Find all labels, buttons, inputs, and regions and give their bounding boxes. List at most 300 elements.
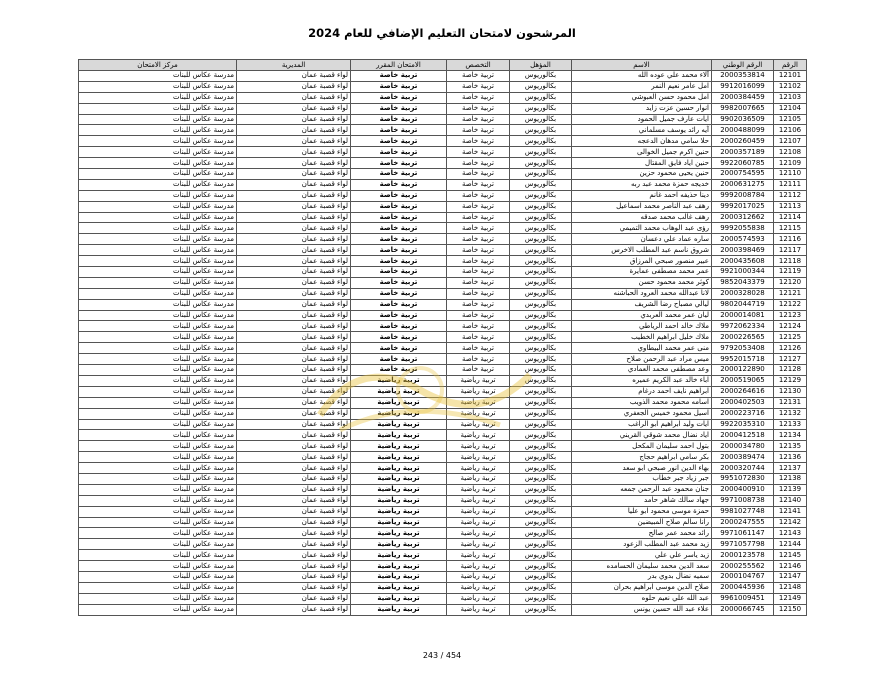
row-qualification: بكالوريوس: [510, 571, 572, 582]
row-center: مدرسة عكاس للبنات: [79, 256, 237, 267]
row-national-id: 2000122890: [712, 365, 774, 376]
row-specialization: تربية خاصة: [447, 147, 510, 158]
table-header-row: [79, 60, 807, 71]
row-exam: تربية رياضية: [351, 452, 447, 463]
row-national-id: 9902036509: [712, 114, 774, 125]
table-row: [79, 125, 807, 136]
row-seq: 12132: [774, 408, 807, 419]
row-national-id: 2000435608: [712, 256, 774, 267]
row-center: مدرسة عكاس للبنات: [79, 81, 237, 92]
table-row: [79, 463, 807, 474]
row-national-id: 2000223716: [712, 408, 774, 419]
header-name: الاسم: [572, 60, 712, 71]
row-name: جنان محمود عبد الرحمن جمعه: [572, 484, 712, 495]
row-seq: 12142: [774, 517, 807, 528]
row-center: مدرسة عكاس للبنات: [79, 125, 237, 136]
row-center: مدرسة عكاس للبنات: [79, 593, 237, 604]
row-directorate: لواء قصبة عمان: [237, 332, 351, 343]
row-national-id: 2000519065: [712, 375, 774, 386]
row-qualification: بكالوريوس: [510, 125, 572, 136]
row-national-id: 2000402503: [712, 397, 774, 408]
row-seq: 12117: [774, 245, 807, 256]
row-seq: 12143: [774, 528, 807, 539]
row-national-id: 9981027748: [712, 506, 774, 517]
table-row: [79, 212, 807, 223]
row-seq: 12110: [774, 169, 807, 180]
row-directorate: لواء قصبة عمان: [237, 169, 351, 180]
row-national-id: 9922060785: [712, 158, 774, 169]
row-name: حنين اكرم جميل الخوالى: [572, 147, 712, 158]
row-specialization: تربية رياضية: [447, 463, 510, 474]
row-exam: تربية رياضية: [351, 484, 447, 495]
row-center: مدرسة عكاس للبنات: [79, 158, 237, 169]
row-national-id: 2000264616: [712, 386, 774, 397]
row-specialization: تربية خاصة: [447, 365, 510, 376]
table-row: [79, 169, 807, 180]
row-center: مدرسة عكاس للبنات: [79, 103, 237, 114]
row-specialization: تربية خاصة: [447, 321, 510, 332]
row-specialization: تربية خاصة: [447, 288, 510, 299]
row-name: زيد ياسر علي علي: [572, 550, 712, 561]
table-row: [79, 332, 807, 343]
row-directorate: لواء قصبة عمان: [237, 473, 351, 484]
row-specialization: تربية خاصة: [447, 201, 510, 212]
row-seq: 12119: [774, 267, 807, 278]
row-center: مدرسة عكاس للبنات: [79, 582, 237, 593]
row-exam: تربية رياضية: [351, 473, 447, 484]
table-row: [79, 430, 807, 441]
row-exam: تربية خاصة: [351, 223, 447, 234]
row-seq: 12140: [774, 495, 807, 506]
row-name: حمزة موسى محمود ابو عليا: [572, 506, 712, 517]
row-name: آلاء محمد علي عوده الله: [572, 71, 712, 82]
row-directorate: لواء قصبة عمان: [237, 561, 351, 572]
row-name: امل محمود حسن العبوشي: [572, 92, 712, 103]
row-specialization: تربية خاصة: [447, 212, 510, 223]
row-specialization: تربية خاصة: [447, 343, 510, 354]
row-specialization: تربية رياضية: [447, 506, 510, 517]
row-qualification: بكالوريوس: [510, 147, 572, 158]
row-seq: 12136: [774, 452, 807, 463]
table-row: [79, 550, 807, 561]
row-seq: 12112: [774, 190, 807, 201]
row-qualification: بكالوريوس: [510, 299, 572, 310]
row-directorate: لواء قصبة عمان: [237, 277, 351, 288]
table-row: [79, 81, 807, 92]
table-body: [79, 71, 807, 616]
row-qualification: بكالوريوس: [510, 452, 572, 463]
table-row: [79, 604, 807, 615]
row-specialization: تربية خاصة: [447, 169, 510, 180]
row-qualification: بكالوريوس: [510, 136, 572, 147]
row-national-id: 2000247555: [712, 517, 774, 528]
row-name: زيد محمد عبد المطلب الزعود: [572, 539, 712, 550]
row-exam: تربية خاصة: [351, 354, 447, 365]
row-seq: 12125: [774, 332, 807, 343]
row-qualification: بكالوريوس: [510, 408, 572, 419]
row-specialization: تربية رياضية: [447, 604, 510, 615]
row-qualification: بكالوريوس: [510, 528, 572, 539]
row-seq: 12107: [774, 136, 807, 147]
row-seq: 12146: [774, 561, 807, 572]
row-center: مدرسة عكاس للبنات: [79, 419, 237, 430]
row-qualification: بكالوريوس: [510, 463, 572, 474]
row-directorate: لواء قصبة عمان: [237, 310, 351, 321]
row-qualification: بكالوريوس: [510, 288, 572, 299]
table-row: [79, 375, 807, 386]
row-name: انوار حسين عزت زايد: [572, 103, 712, 114]
row-exam: تربية خاصة: [351, 190, 447, 201]
row-directorate: لواء قصبة عمان: [237, 114, 351, 125]
row-specialization: تربية خاصة: [447, 277, 510, 288]
row-name: ساره عماد علي دعسان: [572, 234, 712, 245]
row-exam: تربية رياضية: [351, 582, 447, 593]
row-seq: 12128: [774, 365, 807, 376]
row-exam: تربية رياضية: [351, 506, 447, 517]
row-center: مدرسة عكاس للبنات: [79, 223, 237, 234]
row-qualification: بكالوريوس: [510, 593, 572, 604]
row-seq: 12114: [774, 212, 807, 223]
row-qualification: بكالوريوس: [510, 484, 572, 495]
row-specialization: تربية رياضية: [447, 452, 510, 463]
row-national-id: 9951072830: [712, 473, 774, 484]
row-specialization: تربية خاصة: [447, 310, 510, 321]
row-national-id: 2000104767: [712, 571, 774, 582]
row-directorate: لواء قصبة عمان: [237, 430, 351, 441]
row-national-id: 2000412518: [712, 430, 774, 441]
row-specialization: تربية خاصة: [447, 125, 510, 136]
row-national-id: 2000574593: [712, 234, 774, 245]
row-directorate: لواء قصبة عمان: [237, 81, 351, 92]
row-center: مدرسة عكاس للبنات: [79, 506, 237, 517]
row-seq: 12111: [774, 179, 807, 190]
row-seq: 12122: [774, 299, 807, 310]
row-national-id: 2000312662: [712, 212, 774, 223]
row-specialization: تربية خاصة: [447, 103, 510, 114]
table-row: [79, 354, 807, 365]
row-center: مدرسة عكاس للبنات: [79, 463, 237, 474]
row-center: مدرسة عكاس للبنات: [79, 539, 237, 550]
header-national-id: الرقم الوطني: [712, 60, 774, 71]
row-exam: تربية خاصة: [351, 299, 447, 310]
row-qualification: بكالوريوس: [510, 561, 572, 572]
row-specialization: تربية خاصة: [447, 223, 510, 234]
row-specialization: تربية خاصة: [447, 158, 510, 169]
row-center: مدرسة عكاس للبنات: [79, 234, 237, 245]
header-center: مركز الامتحان: [79, 60, 237, 71]
row-name: عمر محمد مصطفى عمايرة: [572, 267, 712, 278]
row-directorate: لواء قصبة عمان: [237, 397, 351, 408]
row-national-id: 2000123578: [712, 550, 774, 561]
row-qualification: بكالوريوس: [510, 473, 572, 484]
row-name: رائد محمد عمر صالح: [572, 528, 712, 539]
row-name: رؤى عبد الوهاب محمد التميمي: [572, 223, 712, 234]
row-exam: تربية خاصة: [351, 71, 447, 82]
row-national-id: 2000066745: [712, 604, 774, 615]
row-national-id: 9952015718: [712, 354, 774, 365]
row-center: مدرسة عكاس للبنات: [79, 495, 237, 506]
table-row: [79, 408, 807, 419]
row-name: سميه نضال بدوي بدر: [572, 571, 712, 582]
row-seq: 12148: [774, 582, 807, 593]
row-qualification: بكالوريوس: [510, 223, 572, 234]
row-directorate: لواء قصبة عمان: [237, 517, 351, 528]
table-row: [79, 310, 807, 321]
row-qualification: بكالوريوس: [510, 495, 572, 506]
row-qualification: بكالوريوس: [510, 92, 572, 103]
row-exam: تربية خاصة: [351, 179, 447, 190]
row-seq: 12150: [774, 604, 807, 615]
row-directorate: لواء قصبة عمان: [237, 550, 351, 561]
row-name: حنين يحيى محمود حزين: [572, 169, 712, 180]
row-directorate: لواء قصبة عمان: [237, 234, 351, 245]
row-specialization: تربية خاصة: [447, 81, 510, 92]
row-qualification: بكالوريوس: [510, 245, 572, 256]
row-national-id: 9961009451: [712, 593, 774, 604]
row-exam: تربية خاصة: [351, 245, 447, 256]
header-seq: الرقم: [774, 60, 807, 71]
row-exam: تربية خاصة: [351, 169, 447, 180]
table-row: [79, 473, 807, 484]
row-national-id: 9802044719: [712, 299, 774, 310]
row-center: مدرسة عكاس للبنات: [79, 277, 237, 288]
row-exam: تربية خاصة: [351, 343, 447, 354]
row-specialization: تربية رياضية: [447, 539, 510, 550]
row-seq: 12120: [774, 277, 807, 288]
row-name: امل عامر نعيم النمر: [572, 81, 712, 92]
table-row: [79, 593, 807, 604]
row-exam: تربية خاصة: [351, 81, 447, 92]
row-exam: تربية خاصة: [351, 92, 447, 103]
row-center: مدرسة عكاس للبنات: [79, 441, 237, 452]
row-exam: تربية خاصة: [351, 277, 447, 288]
row-national-id: 9852043379: [712, 277, 774, 288]
row-specialization: تربية خاصة: [447, 234, 510, 245]
row-qualification: بكالوريوس: [510, 81, 572, 92]
row-seq: 12127: [774, 354, 807, 365]
row-center: مدرسة عكاس للبنات: [79, 179, 237, 190]
row-national-id: 9792053408: [712, 343, 774, 354]
row-exam: تربية خاصة: [351, 332, 447, 343]
row-name: شروق ناسم عبد المطلب الاخرس: [572, 245, 712, 256]
row-national-id: 9922035310: [712, 419, 774, 430]
table-row: [79, 419, 807, 430]
row-specialization: تربية خاصة: [447, 92, 510, 103]
row-national-id: 2000754595: [712, 169, 774, 180]
row-directorate: لواء قصبة عمان: [237, 299, 351, 310]
row-seq: 12130: [774, 386, 807, 397]
row-national-id: 2000328028: [712, 288, 774, 299]
row-name: وعد مصطفى محمد العمادي: [572, 365, 712, 376]
row-directorate: لواء قصبة عمان: [237, 604, 351, 615]
row-center: مدرسة عكاس للبنات: [79, 430, 237, 441]
row-name: عبير منصور صبحي المرزاق: [572, 256, 712, 267]
row-directorate: لواء قصبة عمان: [237, 223, 351, 234]
row-qualification: بكالوريوس: [510, 375, 572, 386]
row-center: مدرسة عكاس للبنات: [79, 169, 237, 180]
row-directorate: لواء قصبة عمان: [237, 484, 351, 495]
row-specialization: تربية خاصة: [447, 114, 510, 125]
row-exam: تربية رياضية: [351, 528, 447, 539]
row-exam: تربية رياضية: [351, 441, 447, 452]
table-row: [79, 495, 807, 506]
row-name: منى عمر محمد البيطاوي: [572, 343, 712, 354]
table-row: [79, 92, 807, 103]
row-qualification: بكالوريوس: [510, 114, 572, 125]
row-national-id: 9972062334: [712, 321, 774, 332]
row-name: جبر زياد جبر خطاب: [572, 473, 712, 484]
table-row: [79, 299, 807, 310]
row-name: لانا عبدالله محمد العرود الحباشنه: [572, 288, 712, 299]
row-seq: 12105: [774, 114, 807, 125]
row-directorate: لواء قصبة عمان: [237, 256, 351, 267]
table-row: [79, 256, 807, 267]
row-center: مدرسة عكاس للبنات: [79, 212, 237, 223]
row-directorate: لواء قصبة عمان: [237, 71, 351, 82]
row-qualification: بكالوريوس: [510, 517, 572, 528]
row-specialization: تربية رياضية: [447, 430, 510, 441]
row-national-id: 2000631275: [712, 179, 774, 190]
row-qualification: بكالوريوس: [510, 321, 572, 332]
row-center: مدرسة عكاس للبنات: [79, 201, 237, 212]
row-national-id: 2000034780: [712, 441, 774, 452]
row-specialization: تربية خاصة: [447, 332, 510, 343]
table-row: [79, 582, 807, 593]
row-specialization: تربية خاصة: [447, 245, 510, 256]
header-qualification: المؤهل: [510, 60, 572, 71]
row-qualification: بكالوريوس: [510, 103, 572, 114]
row-directorate: لواء قصبة عمان: [237, 103, 351, 114]
row-name: اياد نضال محمد شوقي القريني: [572, 430, 712, 441]
row-name: كوثر محمد محمود حسن: [572, 277, 712, 288]
row-national-id: 2000014081: [712, 310, 774, 321]
row-exam: تربية رياضية: [351, 397, 447, 408]
table-row: [79, 484, 807, 495]
row-center: مدرسة عكاس للبنات: [79, 452, 237, 463]
row-directorate: لواء قصبة عمان: [237, 408, 351, 419]
row-exam: تربية رياضية: [351, 430, 447, 441]
row-specialization: تربية خاصة: [447, 71, 510, 82]
row-qualification: بكالوريوس: [510, 397, 572, 408]
row-exam: تربية رياضية: [351, 593, 447, 604]
row-seq: 12134: [774, 430, 807, 441]
row-center: مدرسة عكاس للبنات: [79, 332, 237, 343]
row-exam: تربية خاصة: [351, 267, 447, 278]
row-name: بهاء الدين انور صبحي ابو سعد: [572, 463, 712, 474]
row-national-id: 2000384459: [712, 92, 774, 103]
row-exam: تربية خاصة: [351, 158, 447, 169]
header-exam: الامتحان المقرر: [351, 60, 447, 71]
row-directorate: لواء قصبة عمان: [237, 179, 351, 190]
row-seq: 12149: [774, 593, 807, 604]
row-exam: تربية خاصة: [351, 365, 447, 376]
row-directorate: لواء قصبة عمان: [237, 463, 351, 474]
row-name: ابراهيم نايف احمد درغام: [572, 386, 712, 397]
row-specialization: تربية خاصة: [447, 299, 510, 310]
table-row: [79, 365, 807, 376]
table-row: [79, 201, 807, 212]
page-number: 243 / 454: [422, 651, 462, 660]
row-exam: تربية خاصة: [351, 147, 447, 158]
row-qualification: بكالوريوس: [510, 256, 572, 267]
table-row: [79, 158, 807, 169]
table-row: [79, 539, 807, 550]
row-qualification: بكالوريوس: [510, 365, 572, 376]
table-row: [79, 136, 807, 147]
table-row: [79, 190, 807, 201]
row-seq: 12137: [774, 463, 807, 474]
row-directorate: لواء قصبة عمان: [237, 245, 351, 256]
row-name: جهاد سالك شاهر حامد: [572, 495, 712, 506]
row-center: مدرسة عكاس للبنات: [79, 71, 237, 82]
row-center: مدرسة عكاس للبنات: [79, 288, 237, 299]
row-seq: 12124: [774, 321, 807, 332]
table-row: [79, 441, 807, 452]
row-national-id: 2000320744: [712, 463, 774, 474]
row-seq: 12139: [774, 484, 807, 495]
row-exam: تربية رياضية: [351, 539, 447, 550]
row-specialization: تربية رياضية: [447, 441, 510, 452]
table-row: [79, 397, 807, 408]
row-seq: 12109: [774, 158, 807, 169]
row-specialization: تربية رياضية: [447, 550, 510, 561]
row-center: مدرسة عكاس للبنات: [79, 408, 237, 419]
row-center: مدرسة عكاس للبنات: [79, 397, 237, 408]
row-name: حنين اياد فايق المقتال: [572, 158, 712, 169]
row-name: حلا سامي مدهان الدعجه: [572, 136, 712, 147]
row-name: خديجه حمزة محمد عبد ربه: [572, 179, 712, 190]
row-qualification: بكالوريوس: [510, 419, 572, 430]
row-exam: تربية رياضية: [351, 571, 447, 582]
row-specialization: تربية خاصة: [447, 267, 510, 278]
row-national-id: 9971008738: [712, 495, 774, 506]
row-name: بكر سامي ابراهيم حجاج: [572, 452, 712, 463]
row-qualification: بكالوريوس: [510, 539, 572, 550]
row-name: بتول احمد سليمان المكحل: [572, 441, 712, 452]
table-row: [79, 386, 807, 397]
row-seq: 12108: [774, 147, 807, 158]
row-center: مدرسة عكاس للبنات: [79, 528, 237, 539]
row-directorate: لواء قصبة عمان: [237, 441, 351, 452]
row-name: اسامه محمود محمد الذويب: [572, 397, 712, 408]
row-exam: تربية خاصة: [351, 321, 447, 332]
row-center: مدرسة عكاس للبنات: [79, 473, 237, 484]
row-seq: 12141: [774, 506, 807, 517]
row-qualification: بكالوريوس: [510, 201, 572, 212]
row-national-id: 2000255562: [712, 561, 774, 572]
row-specialization: تربية رياضية: [447, 375, 510, 386]
row-name: ملاك خليل ابراهيم الخطيب: [572, 332, 712, 343]
table-row: [79, 147, 807, 158]
row-directorate: لواء قصبة عمان: [237, 495, 351, 506]
row-specialization: تربية رياضية: [447, 495, 510, 506]
row-name: سعد الدين محمد سليمان الحسامده: [572, 561, 712, 572]
row-qualification: بكالوريوس: [510, 354, 572, 365]
row-center: مدرسة عكاس للبنات: [79, 354, 237, 365]
row-specialization: تربية خاصة: [447, 256, 510, 267]
row-specialization: تربية رياضية: [447, 386, 510, 397]
row-national-id: 9971057798: [712, 539, 774, 550]
row-seq: 12121: [774, 288, 807, 299]
row-national-id: 2000260459: [712, 136, 774, 147]
row-directorate: لواء قصبة عمان: [237, 419, 351, 430]
row-seq: 12103: [774, 92, 807, 103]
row-center: مدرسة عكاس للبنات: [79, 114, 237, 125]
row-center: مدرسة عكاس للبنات: [79, 365, 237, 376]
row-seq: 12101: [774, 71, 807, 82]
row-name: ايات وليد ابراهيم ابو الراغب: [572, 419, 712, 430]
row-qualification: بكالوريوس: [510, 310, 572, 321]
